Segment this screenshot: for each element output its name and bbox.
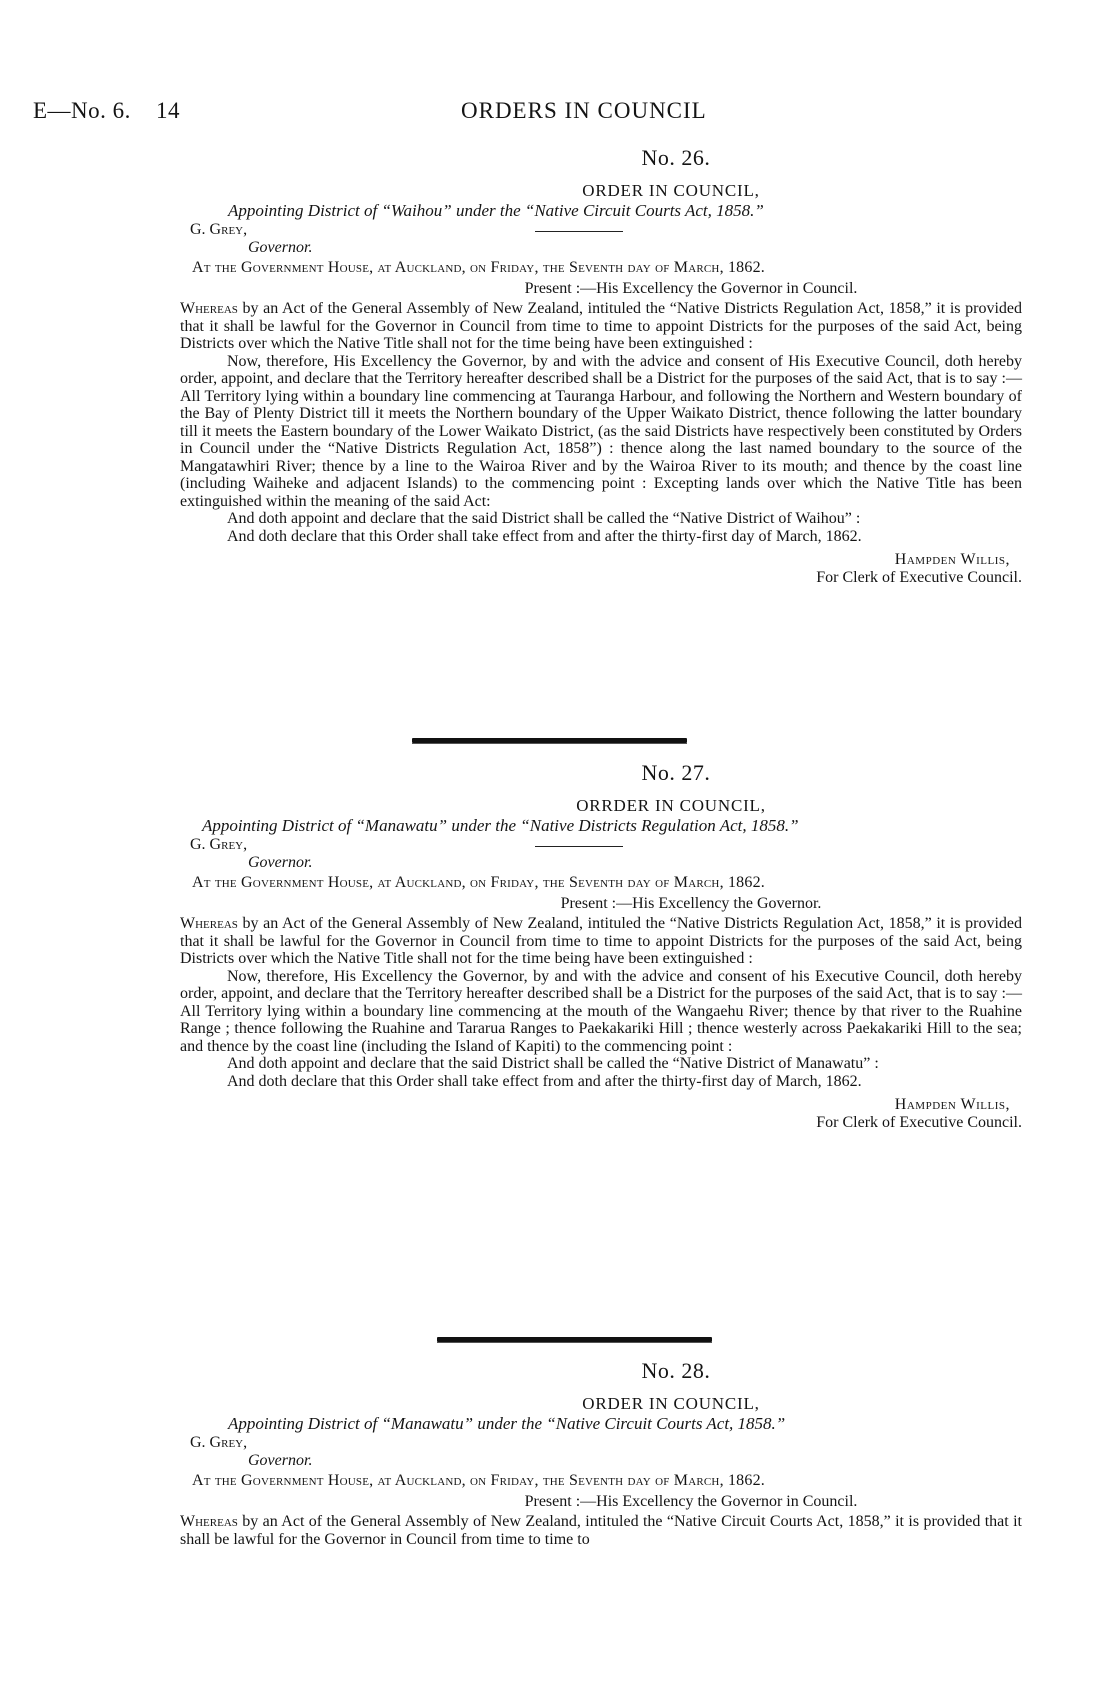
now-therefore-paragraph: Now, therefore, His Excellency the Governor, by and with the advice and consent of his Executive Council, doth hereby order, appoint, and declare that the Territory hereafter described shall be a District for the purposes of the said Act, that is to say :—All Territory lying within a boundary line commencing at the mouth of the Wangaehu River; thence by that river to the Ruahine Range ; thence following the Ruahine and Tararua Ranges to Paekakariki Hill ; thence westerly across Paekakariki Hill to the sea; and thence by the coast line (including the Island of Kapiti) to the commencing point :	[180, 967, 1022, 1055]
order-28	[180, 1358, 1022, 1548]
governor-title: Governor.	[248, 854, 313, 871]
clerk-signature	[180, 551, 1022, 586]
whereas-word: Whereas	[180, 300, 238, 317]
page-title: ORDERS IN COUNCIL	[461, 98, 707, 123]
governor-title: Governor.	[248, 1452, 313, 1469]
present-line: Present :—His Excellency the Governor in Council.	[524, 279, 858, 297]
whereas-paragraph	[180, 1513, 1022, 1548]
present-line: Present :—His Excellency the Governor.	[560, 894, 822, 912]
signature-rule	[535, 231, 623, 232]
whereas-word: Whereas	[180, 915, 238, 932]
section-divider	[412, 738, 687, 743]
order-subtitle: Appointing District of “Waihou” under the “Native Circuit Courts Act, 1858.”	[228, 200, 764, 220]
section-divider	[437, 1337, 712, 1342]
place-line: At the Government House, at Auckland, on Friday, the Seventh day of March, 1862.	[192, 1472, 765, 1489]
now-therefore-paragraph: Now, therefore, His Excellency the Governor, by and with the advice and consent of His Executive Council, doth hereby order, appoint, and declare that the Territory hereafter described shall be a District for the purposes of the said Act, that is to say :—All Territory lying within a boundary line commencing at Tauranga Harbour, and following the Northern and Western boundary of the Bay of Plenty District till it meets the Northern boundary of the Upper Waikato District, thence following the latter boundary till it meets the Eastern boundary of the Lower Waikato District, (as the said Districts have respectively been constituted by Orders in Council under the “Native Districts Regulation Act, 1858”) : thence along the last named boundary to the source of the Mangatawhiri River; thence by a line to the Wairoa River and by the Wairoa River to its mouth; and thence by the coast line (including Waiheke and adjacent Islands) to the commencing point : Excepting lands over which the Native Title has been extinguished within the meaning of the said Act:	[180, 352, 1022, 510]
page-number: 14	[156, 98, 180, 123]
governor-signature	[180, 836, 1022, 872]
governor-name: G. Grey,	[190, 1434, 248, 1451]
clerk-name: Hampden Willis,	[894, 551, 1010, 568]
clerk-title: For Clerk of Executive Council.	[816, 568, 1022, 586]
order-number: No. 27.	[641, 760, 711, 785]
governor-title: Governor.	[248, 239, 313, 256]
whereas-paragraph	[180, 915, 1022, 968]
order-27	[180, 760, 1022, 1131]
place-line: At the Government House, at Auckland, on Friday, the Seventh day of March, 1862.	[192, 259, 765, 276]
document-reference: E—No. 6.	[33, 98, 131, 123]
signature-rule	[535, 846, 623, 847]
present-line: Present :—His Excellency the Governor in Council.	[524, 1492, 858, 1510]
clerk-title: For Clerk of Executive Council.	[816, 1113, 1022, 1131]
whereas-paragraph	[180, 300, 1022, 353]
order-title: ORDER IN COUNCIL,	[582, 181, 760, 200]
governor-signature	[180, 1434, 1022, 1470]
governor-name: G. Grey,	[190, 836, 248, 853]
appoint-paragraph: And doth appoint and declare that the said District shall be called the “Native District of Waihou” :	[227, 510, 861, 527]
whereas-word: Whereas	[180, 1513, 238, 1530]
effect-paragraph: And doth declare that this Order shall take effect from and after the thirty-first day of March, 1862.	[227, 1072, 862, 1090]
order-number: No. 28.	[641, 1358, 711, 1383]
order-number: No. 26.	[641, 145, 711, 170]
whereas-text: by an Act of the General Assembly of New Zealand, intituled the “Native Districts Regulation Act, 1858,” it is provided that it shall be lawful for the Governor in Council from time to time to appoint Districts for the purposes of the said Act, being Districts over which the Native Title shall not for the time being have been extinguished :	[180, 300, 1022, 352]
governor-signature	[180, 221, 1022, 257]
order-subtitle: Appointing District of “Manawatu” under the “Native Circuit Courts Act, 1858.”	[228, 1413, 786, 1433]
order-26	[180, 145, 1022, 586]
whereas-text: by an Act of the General Assembly of New Zealand, intituled the “Native Districts Regulation Act, 1858,” it is provided that it shall be lawful for the Governor in Council from time to time to appoint Districts for the purposes of the said Act, being Districts over which the Native Title shall not for the time being have been extinguished :	[180, 915, 1022, 967]
clerk-name: Hampden Willis,	[894, 1096, 1010, 1113]
clerk-signature	[180, 1096, 1022, 1131]
place-line: At the Government House, at Auckland, on Friday, the Seventh day of March, 1862.	[192, 874, 765, 891]
order-title: ORRDER IN COUNCIL,	[576, 796, 766, 815]
effect-paragraph: And doth declare that this Order shall take effect from and after the thirty-first day of March, 1862.	[227, 527, 862, 545]
governor-name: G. Grey,	[190, 221, 248, 238]
order-subtitle: Appointing District of “Manawatu” under the “Native Districts Regulation Act, 1858.”	[202, 815, 799, 835]
appoint-paragraph: And doth appoint and declare that the said District shall be called the “Native District of Manawatu” :	[227, 1055, 879, 1072]
whereas-text: by an Act of the General Assembly of New Zealand, intituled the “Native Circuit Courts Act, 1858,” it is provided that it shall be lawful for the Governor in Council from time to time to	[180, 1513, 1022, 1548]
order-title: ORDER IN COUNCIL,	[582, 1394, 760, 1413]
